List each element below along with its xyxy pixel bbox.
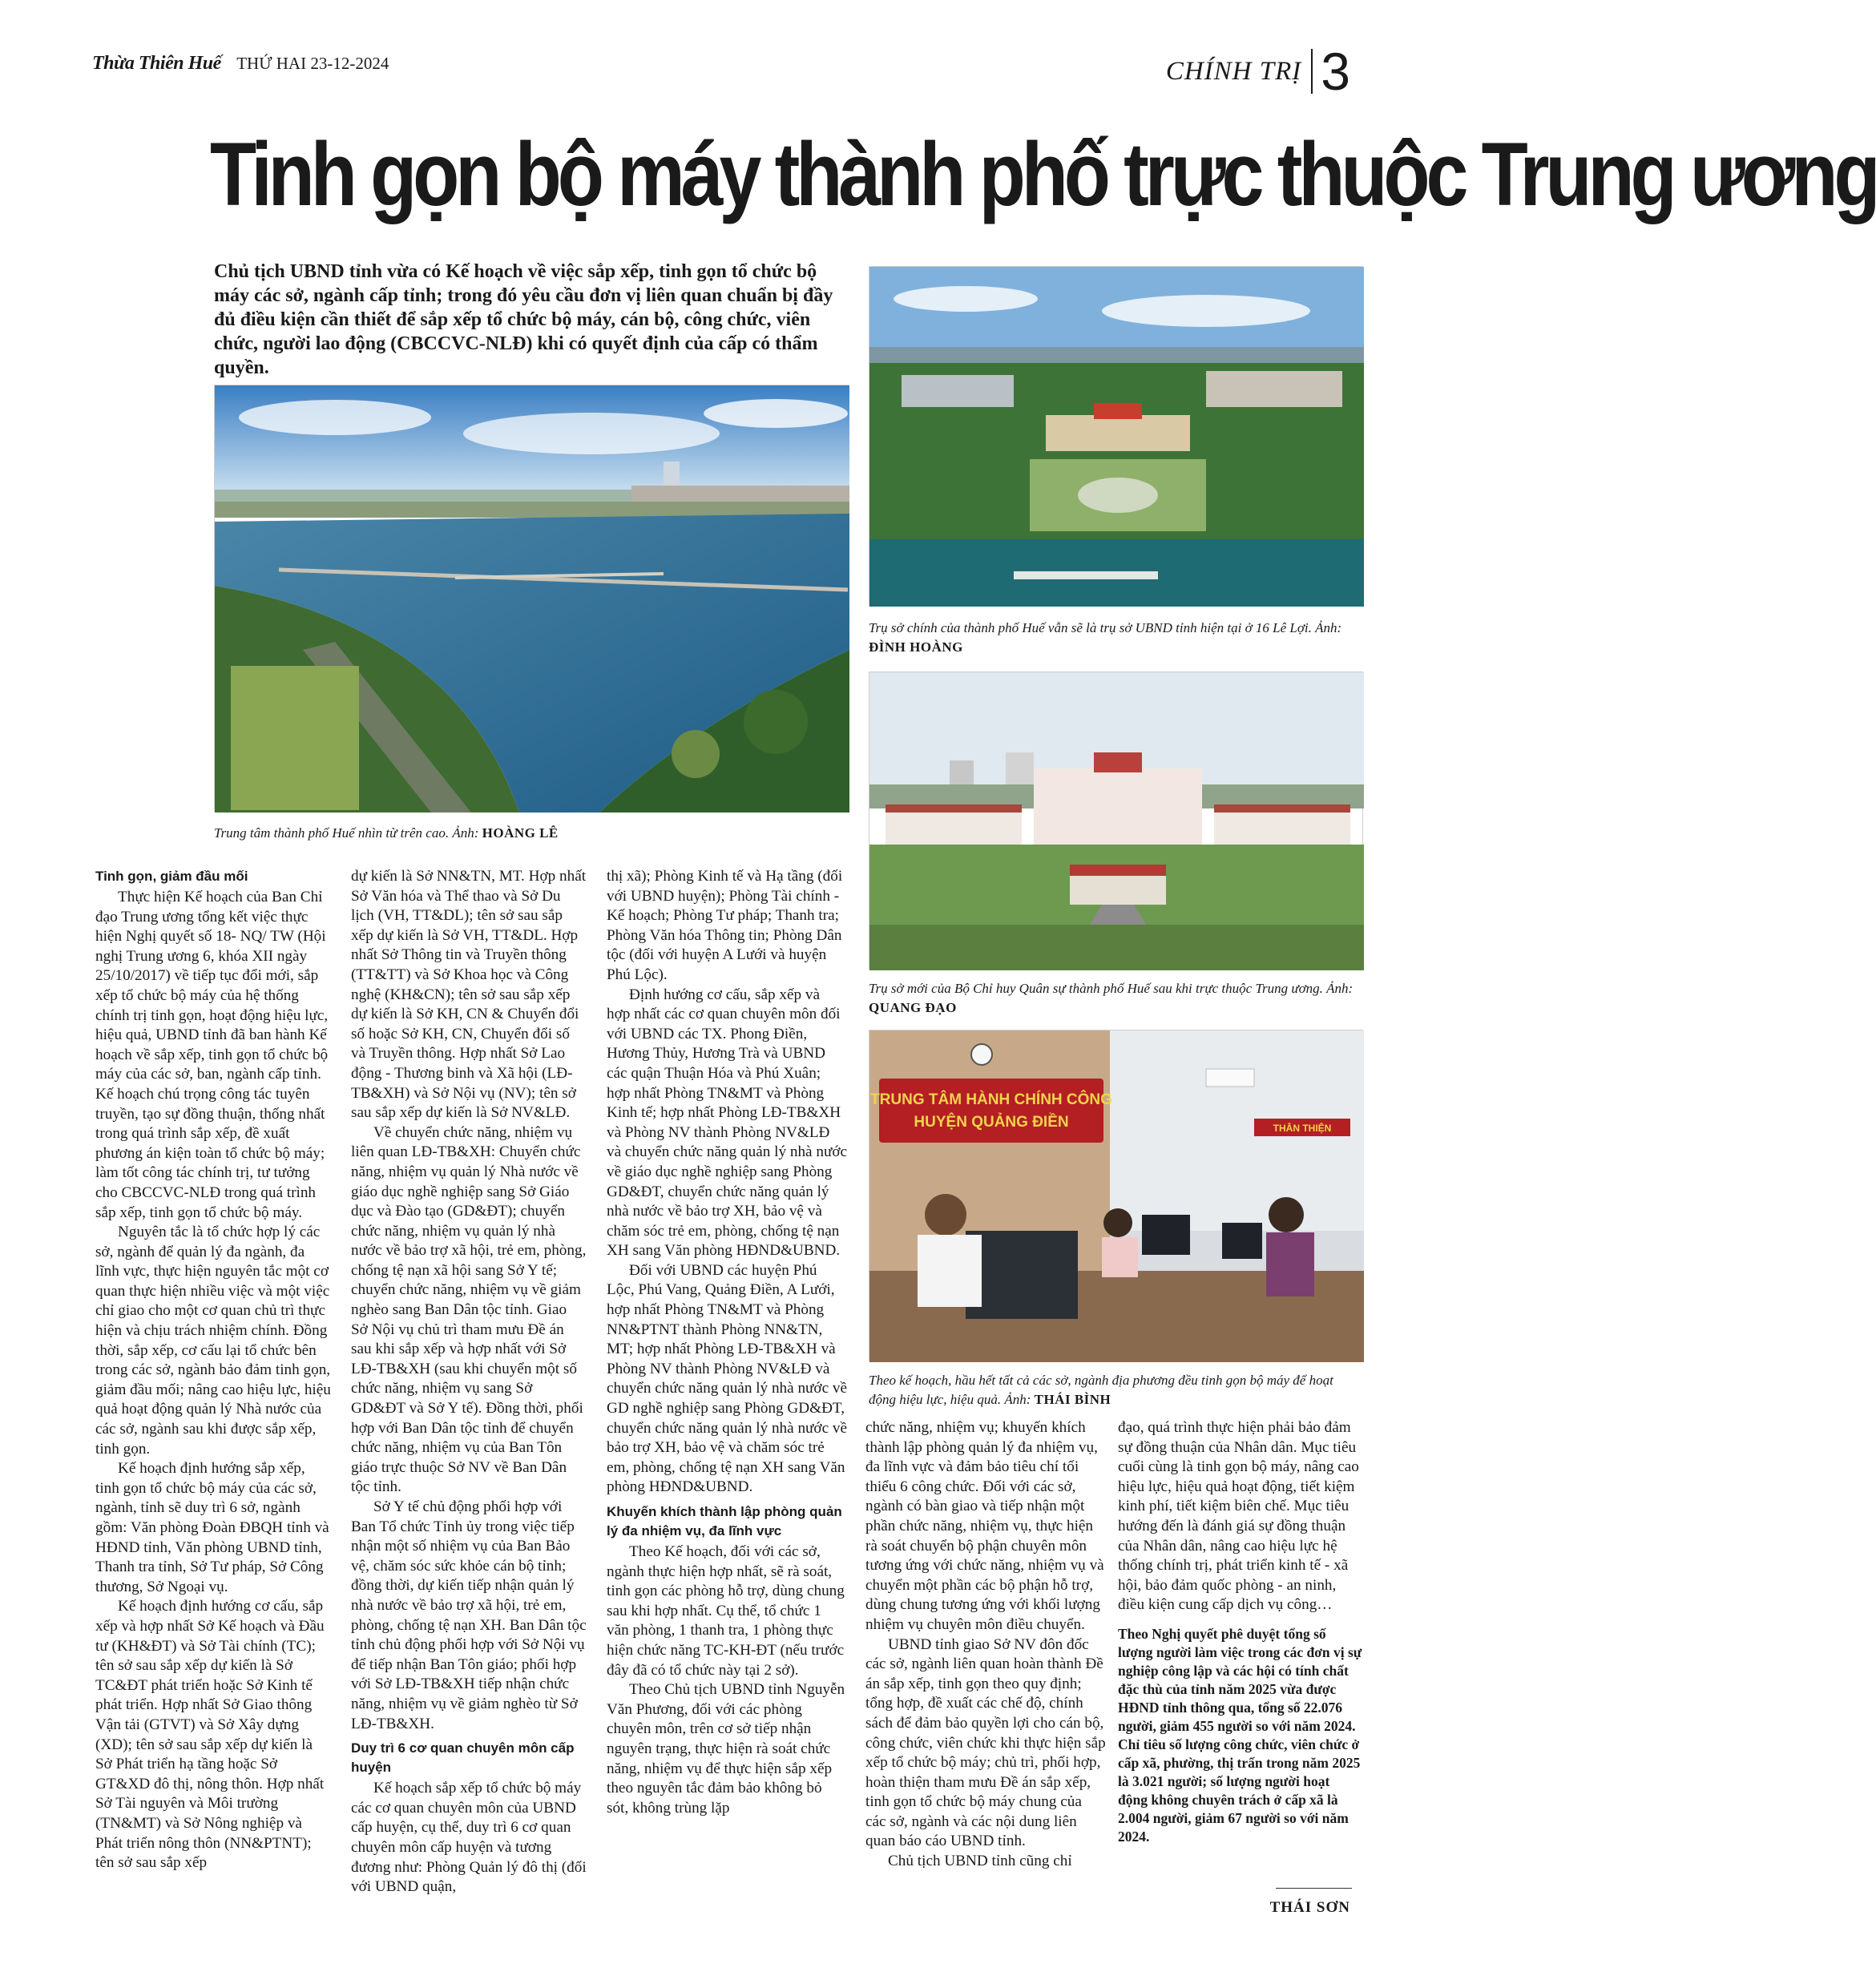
paragraph: Kế hoạch định hướng sắp xếp, tinh gọn tổ chức bộ máy của các sở, ngành, tỉnh sẽ duy trì 6 sở, ngành gồm: Văn phòng Đoàn ĐBQH tỉnh và HĐND tỉnh, Văn phòng UBND tỉnh, Thanh tra tỉnh, Sở Tư pháp, Sở Công thương, Sở Ngoại vụ. [95, 1460, 329, 1595]
paragraph: thị xã); Phòng Kinh tế và Hạ tầng (đối với UBND huyện); Phòng Tài chính - Kế hoạch; Phòng Tư pháp; Thanh tra; Phòng Văn hóa Thông tin; Phòng Dân tộc (đối với huyện A Lưới và huyện Phú Lộc). [607, 868, 843, 983]
photo-hue-aerial [214, 385, 849, 812]
paragraph: Chủ tịch UBND tỉnh cũng chỉ [888, 1853, 1072, 1870]
article-column-3 [607, 867, 847, 1818]
photo-credit: ĐÌNH HOÀNG [869, 639, 963, 655]
caption-hq-photo: Trụ sở chính của thành phố Huế vẫn sẽ là trụ sở UBND tỉnh hiện tại ở 16 Lê Lợi. Ảnh: ĐÌNH HOÀNG [869, 620, 1342, 655]
paragraph: Đối với UBND các huyện Phú Lộc, Phú Vang, Quảng Điền, A Lưới, hợp nhất Phòng TN&MT và Phòng NN&PTNT thành Phòng NN&TN, MT; hợp nhất Phòng LĐ-TB&XH và Phòng NV thành Phòng NV&LĐ và chuyển chức năng quản lý nhà nước về GD nghề nghiệp sang Phòng GD&ĐT, chuyển chức năng quản lý nhà nước về bảo trợ XH, bảo vệ và chăm sóc trẻ em, phòng, chống tệ nạn XH sang Văn phòng HĐND&UBND. [607, 1261, 848, 1496]
paragraph: Nguyên tắc là tổ chức hợp lý các sở, ngành để quản lý đa ngành, đa lĩnh vực, thực hiện nguyên tắc một cơ quan thực hiện nhiều việc và một việc chỉ giao cho một cơ quan chủ trì thực hiện và chịu trách nhiệm chính. Đồng thời, sắp xếp, cơ cấu lại tổ chức bên trong các sở, ngành bảo đảm tinh gọn, giảm đầu mối; nâng cao hiệu lực, hiệu quả hoạt động quản lý Nhà nước của các sở, ngành sau khi được sắp xếp, tinh gọn. [95, 1224, 331, 1458]
byline-rule [1276, 1888, 1352, 1889]
headline: Tinh gọn bộ máy thành phố trực thuộc Trung ương [210, 124, 1876, 224]
article-column-1 [95, 862, 331, 1873]
paragraph: Theo Chủ tịch UBND tỉnh Nguyễn Văn Phương, đối với các phòng chuyên môn, trên cơ sở tiếp nhận nguyên trạng, thực hiện rà soát chức năng, nhiệm vụ để thực hiện sắp xếp theo nguyên tắc đảm bảo không bỏ sót, không trùng lặp [607, 1681, 845, 1817]
lead-paragraph: Chủ tịch UBND tỉnh vừa có Kế hoạch về việc sắp xếp, tinh gọn tổ chức bộ máy các sở, ngành cấp tỉnh; trong đó yêu cầu đơn vị liên quan chuẩn bị đầy đủ điều kiện cần thiết để sắp xếp tổ chức bộ máy, cán bộ, công chức, viên chức, người lao động (CBCCVC-NLĐ) khi có quyết định của cấp có thẩm quyền. [214, 261, 833, 378]
military-hq-image [869, 672, 1364, 970]
photo-military-hq [869, 671, 1363, 970]
paragraph: Thực hiện Kế hoạch của Ban Chỉ đạo Trung ương tổng kết việc thực hiện Nghị quyết số 18- NQ/ TW (Hội nghị Trung ương 6, khóa XII ngày 25/10/2017) về tiếp tục đổi mới, sắp xếp tổ chức bộ máy của hệ thống chính trị tinh gọn, hoạt động hiệu lực, hiệu quả, UBND tỉnh đã ban hành Kế hoạch về sắp xếp, tinh gọn tổ chức bộ máy của các sở, ban, ngành cấp tỉnh. Kế hoạch chú trọng công tác tuyên truyền, tạo sự đồng thuận, thống nhất trong quá trình sắp xếp, đề xuất phương án kiện toàn tổ chức bộ máy; làm tốt công tác chính trị, tư tưởng cho CBCCVC-NLĐ trong quá trình sắp xếp, tinh gọn tổ chức bộ máy. [95, 889, 329, 1221]
subheading-streamline: Tinh gọn, giảm đầu mối [95, 869, 248, 884]
paragraph: Kế hoạch định hướng cơ cấu, sắp xếp và hợp nhất Sở Kế hoạch và Đầu tư (KH&ĐT) và Sở Tài chính (TC); tên sở sau sắp xếp dự kiến là Sở TC&ĐT phát triển hoặc Sở Kinh tế phát triển. Hợp nhất Sở Giao thông Vận tải (GTVT) và Sở Xây dựng (XD); tên sở sau sắp xếp dự kiến là Sở Phát triển hạ tầng hoặc Sở GT&XD đô thị, nông thôn. Hợp nhất Sở Tài nguyên và Môi trường (TN&MT) và Sở Nông nghiệp và Phát triển nông thôn (NN&PTNT); tên sở sau sắp xếp [95, 1598, 325, 1872]
page-number: 3 [1321, 42, 1350, 101]
caption-military-photo: Trụ sở mới của Bộ Chỉ huy Quân sự thành phố Huế sau khi trực thuộc Trung ương. Ảnh: QUANG ĐẠO [869, 981, 1354, 1015]
office-sign-line1: TRUNG TÂM HÀNH CHÍNH CÔNG [870, 1091, 1112, 1108]
byline: THÁI SƠN [1269, 1899, 1350, 1916]
photo-credit: QUANG ĐẠO [869, 1000, 957, 1015]
public-service-center-image [869, 1030, 1364, 1362]
caption-office-photo: Theo kế hoạch, hầu hết tất cả các sở, ngành địa phương đều tinh gọn bộ máy để hoạt động hiệu lực, hiệu quả. Ảnh: THÁI BÌNH [869, 1373, 1333, 1407]
paragraph: Theo Kế hoạch, đối với các sở, ngành thực hiện hợp nhất, sẽ rà soát, tinh gọn các phòng hỗ trợ, dùng chung sau khi hợp nhất. Cụ thể, tổ chức 1 văn phòng, 1 thanh tra, 1 phòng thực hiện chức năng TC-KH-ĐT (nếu trước đây đã có tổ chức này tại 2 sở). [607, 1543, 845, 1679]
photo-credit: THÁI BÌNH [1034, 1392, 1111, 1407]
paragraph: đạo, quá trình thực hiện phải bảo đảm sự đồng thuận của Nhân dân. Mục tiêu cuối cùng là tinh gọn bộ máy, nâng cao hiệu lực, hiệu quả hoạt động, tiết kiệm kinh phí, tiết kiệm biên chế. Mục tiêu hướng đến là đánh giá sự đồng thuận của Nhân dân, nâng cao hiệu lực hệ thống chính trị, phát triển kinh tế - xã hội, bảo đảm quốc phòng - an ninh, điều kiện cung cấp dịch vụ công… [1118, 1419, 1359, 1614]
subheading-district-agencies: Duy trì 6 cơ quan chuyên môn cấp huyện [351, 1740, 575, 1776]
article-column-2 [351, 867, 587, 1897]
section-header [1165, 42, 1350, 101]
section-divider [1311, 49, 1313, 94]
paragraph: Về chuyển chức năng, nhiệm vụ liên quan LĐ-TB&XH: Chuyển chức năng, nhiệm vụ quản lý Nhà nước về giáo dục nghề nghiệp sang Sở Giáo dục và Đào tạo (GD&ĐT); chuyển chức năng, nhiệm vụ quản lý nhà nước về bảo trợ xã hội, trẻ em, phòng, chống tệ nạn xã hội sang Sở Y tế; chuyển chức năng, nhiệm vụ về giảm nghèo sang Ban Dân tộc tỉnh. Giao Sở Nội vụ chủ trì tham mưu Đề án sau khi sắp xếp và hợp nhất với Sở LĐ-TB&XH (sau khi chuyển một số chức năng, nhiệm vụ sang Sở GD&ĐT và Sở Y tế). Đồng thời, phối hợp với Ban Dân tộc tỉnh để chuyển chức năng, nhiệm vụ của Ban Tôn giáo trực thuộc Sở NV về Ban Dân tộc tỉnh. [351, 1123, 587, 1496]
masthead [92, 53, 389, 75]
office-small-sign: THÂN THIỆN [1273, 1123, 1332, 1134]
photo-public-service-center [869, 1030, 1363, 1361]
article-column-4 [865, 1418, 1106, 1872]
paragraph: Định hướng cơ cấu, sắp xếp và hợp nhất các cơ quan chuyên môn đối với UBND các TX. Phong Điền, Hương Thủy, Hương Trà và UBND các quận Thuận Hóa và Phú Xuân; hợp nhất Phòng TN&MT và Phòng Kinh tế; hợp nhất Phòng LĐ-TB&XH và Phòng NV thành Phòng NV&LĐ và chuyển chức năng quản lý nhà nước về giáo dục nghề nghiệp sang Phòng GD&ĐT, chuyển chức năng quản lý nhà nước về bảo trợ XH, bảo vệ và chăm sóc trẻ em, phòng, chống tệ nạn XH sang Văn phòng HĐND&UBND. [607, 986, 848, 1260]
staffing-note: Theo Nghị quyết phê duyệt tổng số lượng người làm việc trong các đơn vị sự nghiệp công lập và các hội có tính chất đặc thù của tỉnh năm 2025 vừa được HĐND tỉnh thông qua, tổng số 22.076 người, giảm 455 người so với năm 2024. Chỉ tiêu số lượng công chức, viên chức ở cấp xã, phường, thị trấn trong năm 2025 là 3.021 người; số lượng người hoạt động không chuyên trách ở cấp xã là 2.004 người, giảm 67 người so với năm 2024. [1118, 1625, 1362, 1845]
article-column-5 [1118, 1418, 1362, 1846]
paragraph: chức năng, nhiệm vụ; khuyến khích thành lập phòng quản lý đa nhiệm vụ, đa lĩnh vực và đảm bảo tiêu chí tối thiểu 6 công chức. Đối với các sở, ngành có bàn giao và tiếp nhận một phần chức năng, nhiệm vụ, thực hiện rà soát chuyển bộ phận chuyên môn tương ứng với chức năng, nhiệm vụ và chuyển một phần các bộ phận hỗ trợ, dùng chung tương ứng với khối lượng nhiệm vụ chuyên môn điều chuyển. [865, 1419, 1104, 1633]
paragraph: Kế hoạch sắp xếp tổ chức bộ máy các cơ quan chuyên môn của UBND cấp huyện, cụ thể, duy trì 6 cơ quan chuyên môn cấp huyện và tương đương như: Phòng Quản lý đô thị (đối với UBND quận, [351, 1780, 587, 1896]
issue-date: THỨ HAI 23-12-2024 [236, 54, 389, 73]
paragraph: dự kiến là Sở NN&TN, MT. Hợp nhất Sở Văn hóa và Thể thao và Sở Du lịch (VH, TT&DL); tên sở sau sắp xếp dự kiến là Sở VH, TT&DL. Hợp nhất Sở Thông tin và Truyền thông (TT&TT) và Sở Khoa học và Công nghệ (KH&CN); tên sở sau sắp xếp dự kiến là Sở KH, CN & Chuyển đổi số hoặc Sở KH, CN, Chuyển đổi số và Truyền thông. Hợp nhất Sở Lao động - Thương binh và Xã hội (LĐ- TB&XH) và Sở Nội vụ (NV); tên sở sau sắp xếp dự kiến là Sở NV&LĐ. [351, 868, 587, 1122]
photo-credit: HOÀNG LÊ [482, 825, 559, 841]
section-name: CHÍNH TRỊ [1165, 56, 1302, 86]
paragraph: UBND tỉnh giao Sở NV đôn đốc các sở, ngành liên quan hoàn thành Đề án sắp xếp, tinh gọn theo quy định; tổng hợp, đề xuất các chế độ, chính sách để đảm bảo quyền lợi cho cán bộ, công chức, viên chức khi thực hiện sắp xếp tổ chức bộ máy; chủ trì, phối hợp, hoàn thiện tham mưu Đề án sắp xếp, tinh gọn tổ chức bộ máy chung của các sở, ngành và các nội dung liên quan báo cáo UBND tỉnh. [865, 1635, 1106, 1850]
subheading-multi-task-departments: Khuyến khích thành lập phòng quản lý đa nhiệm vụ, đa lĩnh vực [607, 1504, 842, 1538]
caption-main-photo: Trung tâm thành phố Huế nhìn từ trên cao. Ảnh: HOÀNG LÊ [214, 825, 559, 841]
paragraph: Sở Y tế chủ động phối hợp với Ban Tổ chức Tỉnh ủy trong việc tiếp nhận một số nhiệm vụ của Ban Bảo vệ, chăm sóc sức khỏe cán bộ tỉnh; đồng thời, dự kiến tiếp nhận quản lý nhà nước về bảo trợ xã hội, trẻ em, phòng, chống tệ nạn XH. Ban Dân tộc tỉnh chủ động phối hợp với Sở Nội vụ để tiếp nhận Ban Tôn giáo; phối hợp với Sở LĐ-TB&XH tiếp nhận chức năng, nhiệm vụ về giảm nghèo từ Sở LĐ-TB&XH. [351, 1498, 587, 1732]
aerial-city-image [215, 385, 849, 813]
photo-provincial-hq [869, 266, 1363, 606]
provincial-hq-image [869, 267, 1364, 607]
office-sign-line2: HUYỆN QUẢNG ĐIỀN [914, 1114, 1069, 1131]
newspaper-name: Thừa Thiên Huế [92, 53, 221, 74]
